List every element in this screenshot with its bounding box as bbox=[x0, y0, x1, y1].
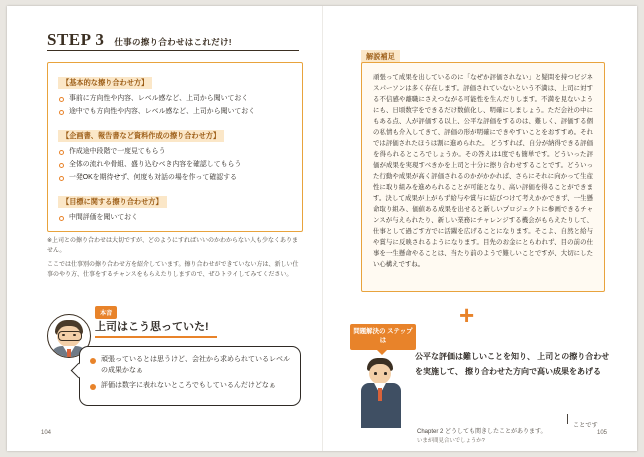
section-heading-basic: 【基本的な擦り合わせ方】 bbox=[58, 77, 152, 89]
supervisor-quote-list bbox=[90, 355, 290, 392]
kotodesu-label: ことです bbox=[573, 422, 598, 429]
commentary-panel bbox=[361, 62, 605, 292]
surawase-method-box bbox=[47, 62, 303, 232]
supervisor-title: 上司はこう思っていた! bbox=[95, 321, 209, 333]
solution-message: 公平な評価は難しいことを知り、 上司との擦り合わせを実施して、 擦り合わせた方向で高い成果をあげる bbox=[415, 352, 610, 376]
kotodesu-rule bbox=[567, 414, 568, 424]
footnote-block bbox=[47, 237, 301, 285]
list-goals bbox=[58, 213, 292, 223]
supervisor-underline bbox=[95, 336, 217, 338]
book-spread bbox=[7, 6, 637, 451]
step-title: 仕事の擦り合わせはこれだけ! bbox=[114, 37, 232, 47]
chapter-footer bbox=[417, 428, 547, 445]
list-item: 全体の流れや骨組、盛り込むべき内容を確認してもらう bbox=[58, 160, 292, 170]
honne-badge: 本音 bbox=[95, 306, 117, 319]
chapter-footer-main: Chapter 2 どうしても関きしたことがあります。 bbox=[417, 429, 547, 435]
commentary-tab-label: 解説補足 bbox=[361, 50, 400, 64]
list-item: 途中でも方向性や内容、レベル感など、上司から聞いておく bbox=[58, 107, 292, 117]
commentary-text: 頑張って成果を出しているのに「なぜか評価されない」と疑問を持つビジネスパーソンは多く存在します。評価されていないという不満は、上司に対する不信感や離職にさえつながる可能性を生んだりします。不満を見ないようにも、日頃数字をできるだけ数値化し、明確にしましょう。ただ会社の中にもある点、人が評価する以上、公平な評価をするのは、難しく、評価する個の私情も介入してきて、評価の形が明確にできやすいことをおすすめ。それでは評価されたほうは割に進められた。 どうすれば、自分が納得できる評価を得られるところでしょうか。その答えは1度でも簡単です。どういった評価が成果を実現すべきかを上司と十分に擦り合わせすることです。どういった行動や成果が高く評価されるのかがかかれば、さらにそれに向かって生産性に取り組みを進められることが可能となり、高い評価を得ることができます。決して成果が上がらず給与や賞与に結びつけて考えかかできず、一生懸命取り組み、価値ある成果を出せると新しいプロジェクトに参画できるチャンスが与えられたり、新しい業務にチャレンジする機会がもらえたりして、仕事として過ごす方でに活躍を広げることになります。そこよ、自然と給与や賞与に反映されるようになります。目先のお金にとらわれず、目の前の仕事を一生懸命やることは、当たり前のようで難しいことですが、大切にしたい心構えですね。 bbox=[373, 74, 593, 269]
list-item: 中間評価を聞いておく bbox=[58, 213, 292, 223]
list-basic bbox=[58, 94, 292, 117]
list-item: 作成途中段階で一度見てもらう bbox=[58, 147, 292, 157]
step-header bbox=[47, 30, 232, 50]
list-item: 一発OKを期待せず、何度も対話の場を作って確認する bbox=[58, 173, 292, 183]
list-documents bbox=[58, 147, 292, 183]
page-gutter bbox=[322, 6, 323, 451]
list-item: 評価は数字に表れないところでもしているんだけどなぁ bbox=[90, 381, 290, 392]
list-item: 頑張っているとは思うけど、会社から求められているレベルの成果かなぁ bbox=[90, 355, 290, 376]
step-divider bbox=[47, 50, 299, 51]
supervisor-speech-bubble bbox=[79, 346, 301, 406]
page-number-left: 104 bbox=[41, 430, 52, 436]
step-number: STEP 3 bbox=[47, 30, 105, 49]
chapter-footer-sub: いまが間見合いでしょうか? bbox=[417, 438, 485, 444]
footnote-line: ※上司との擦り合わせは大切ですが、どのようにすればいいのかわからない人も少なくありません。 bbox=[47, 238, 299, 254]
footnote-line: ここでは仕事別の擦り合わせ方を紹介しています。擦り合わせができていない方は、新しい仕事のやり方、仕事をするチャンスをもらえたりしますので、ぜひトライしてみてください。 bbox=[47, 262, 299, 278]
page-number-right: 105 bbox=[596, 430, 607, 436]
problem-step-badge: 問題解決の ステップは bbox=[350, 324, 416, 350]
list-item: 事前に方向性や内容、レベル感など、上司から聞いておく bbox=[58, 94, 292, 104]
plus-icon: + bbox=[459, 300, 475, 330]
section-heading-documents: 【企画書、報告書など資料作成の擦り合わせ方】 bbox=[58, 130, 224, 142]
mascot-character-icon bbox=[359, 358, 403, 428]
section-heading-goals: 【目標に関する擦り合わせ方】 bbox=[58, 196, 167, 208]
